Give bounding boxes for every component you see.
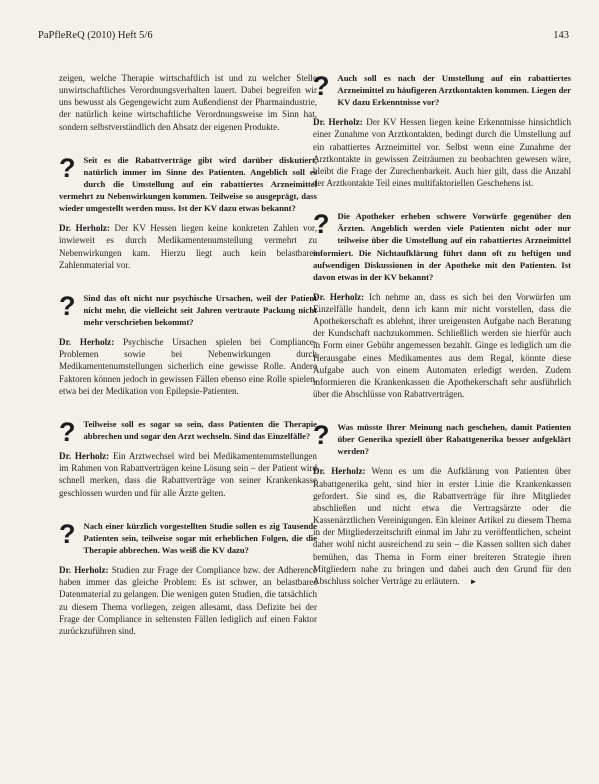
answer-paragraph <box>59 450 317 499</box>
qa-block <box>313 421 571 588</box>
left-column <box>59 72 317 658</box>
question-mark-icon: ? <box>59 518 76 549</box>
qa-block <box>59 292 317 397</box>
speaker-label: Dr. Herholz: <box>313 291 365 302</box>
right-column <box>313 72 571 609</box>
question-text: Teilweise soll es sogar so sein, dass Patienten die Therapie abbrechen und sogar den Arzt wechseln. Sind das Einzelfälle? <box>83 418 317 442</box>
speaker-label: Dr. Herholz: <box>313 466 366 477</box>
answer-paragraph <box>313 291 571 400</box>
qa-block <box>59 418 317 499</box>
speaker-label: Dr. Herholz: <box>59 223 110 234</box>
page-header <box>38 30 569 46</box>
answer-text: Studien zur Frage der Compliance bzw. der Adherence haben immer das gleiche Problem: Es ist schwer, an belastbares Datenmaterial zu gelangen. Die wenigen guten Studien, die tatsächlich zu diesem Thema vorliegen, zeigen allesamt, dass Defizite bei der Frage der Compliance in seltensten Fällen lediglich auf einen Faktor zurückzuführen sind. <box>59 565 317 636</box>
speaker-label: Dr. Herholz: <box>59 451 110 462</box>
qa-block <box>313 72 571 189</box>
question-mark-icon: ? <box>313 71 330 101</box>
question-mark-icon: ? <box>59 290 76 321</box>
answer-paragraph <box>59 222 317 271</box>
answer-text: Wenn es um die Aufklärung von Patienten über Rabattgenerika geht, sind hier in erster Linie die Krankenkassen gefordert. Sie sind es, die Rabattverträge für ihre Mitglieder abschließen und nicht etwa die Vertragsärzte oder die Kassenärztlichen Vereinigungen. Ein kleiner Artikel zu diesem Thema in der Mitgliederzeitschrift einmal im Jahr zu veröffentlichen, scheint daher wohl nicht ausreichend zu sein – die Kassen sollten sich daher bemühen, das Thema in Form einer breiteren Strategie ihren Mitgliedern nahe zu bringen und dabei auch den Grund für den Abschluss solcher Verträge zu erläutern. <box>313 466 571 586</box>
question-text: Seit es die Rabattverträge gibt wird darüber diskutiert, natürlich immer im Sinne des Patienten. Angeblich soll es durch die Umstellung auf ein rabattiertes Arzneimittel vermehrt zu Nebenwirkungen kommen. Teilweise so ausgeprägt, dass wieder umgestellt werden muss. Ist der KV dazu etwas bekannt? <box>59 154 317 214</box>
speaker-label: Dr. Herholz: <box>59 565 109 576</box>
question-mark-icon: ? <box>313 209 330 240</box>
continue-arrow-icon: ► <box>469 576 478 586</box>
question <box>59 154 317 214</box>
speaker-label: Dr. Herholz: <box>59 337 115 348</box>
answer-text: Ein Arztwechsel wird bei Medikamentenumstellungen im Rahmen von Rabattverträgen keine Lösung sein – der Patient wird schnell merken, dass die Rabattverträge von seiner Krankenkasse geschlossen wurden und für alle Ärzte gelten. <box>59 451 317 498</box>
question <box>313 421 571 457</box>
qa-block <box>59 154 317 271</box>
answer-text: Ich nehme an, dass es sich bei den Vorwürfen um Einzelfälle handelt, denn ich kann mir nicht vorstellen, dass die Apothekerschaft es ablehnt, ihrer ureigensten Aufgabe nach Beratung der Kundschaft nachzukommen. Schließlich werden sie hierfür auch in Form einer Gebühr angemessen bezahlt. Ginge es lediglich um die Herausgabe eines Medikamentes aus dem Regal, könnte diese Aufgabe auch von einem Automaten erledigt werden. Zudem informieren die Krankenkassen die Apothekerschaft sehr ausführlich über die Abschlüsse von Rabattverträgen. <box>313 291 571 400</box>
journal-reference: PaPfleReQ (2010) Heft 5/6 <box>38 30 153 41</box>
question <box>313 210 571 283</box>
answer-text: Psychische Ursachen spielen bei Compliance-Problemen sowie bei Nebenwirkungen durch Medikamentenumstellungen sicherlich eine gewisse Rolle. Andere Faktoren können jedoch in gewissen Fällen ebenso eine Rolle spielen, etwa bei der Medikation von Epilepsie-Patienten. <box>59 337 317 396</box>
answer-paragraph <box>59 564 317 637</box>
question-text: Auch soll es nach der Umstellung auf ein rabattiertes Arzneimittel zu häufigeren Arztkontakten kommen. Liegen der KV dazu Erkenntnisse vor? <box>337 73 571 108</box>
qa-block <box>59 520 317 637</box>
speaker-label: Dr. Herholz: <box>313 117 363 128</box>
page-number: 143 <box>553 30 569 41</box>
question <box>59 520 317 556</box>
question <box>59 416 317 447</box>
answer-text: Der KV Hessen liegen keine konkreten Zahlen vor, inwieweit es durch Medikamentenumstellung vermehrt zu Nebenwirkungen kam. Hierzu liegt auch kein belastbares Zahlenmaterial vor. <box>59 223 317 270</box>
question-text: Was müsste Ihrer Meinung nach geschehen, damit Patienten über Generika speziell über Rabattgenerika besser aufgeklärt werden? <box>337 422 571 457</box>
answer-paragraph <box>313 465 571 588</box>
question-text: Sind das oft nicht nur psychische Ursachen, weil der Patient nicht mehr, die vielleicht seit Jahren vertraute Packung nicht mehr verschrieben bekommt? <box>83 292 317 328</box>
question <box>59 292 317 328</box>
question-mark-icon: ? <box>313 420 330 451</box>
question-mark-icon: ? <box>59 416 76 447</box>
question-mark-icon: ? <box>59 152 76 183</box>
answer-paragraph <box>313 116 571 189</box>
question-text: Nach einer kürzlich vorgestellten Studie sollen es zig Tausende Patienten sein, teilweise sogar mit erheblichen Folgen, die die Therapie abbrechen. Was weiß die KV dazu? <box>83 520 317 555</box>
question-text: Die Apotheker erheben schwere Vorwürfe gegenüber den Ärzten. Angeblich werden viele Patienten nicht oder nur teilweise über die Umstellung auf ein rabattiertes Arzneimittel informiert. Die Nichtaufklärung führt dann oft zu heftigen und aufwendigen Diskussionen in der Apotheke mit den Patienten. Ist davon etwas in der KV bekannt? <box>313 211 571 282</box>
qa-block <box>313 210 571 400</box>
answer-text: Der KV Hessen liegen keine Erkenntnisse hinsichtlich einer Zunahme von Arztkontakten, bedingt durch die Umstellung auf ein rabattiertes Arzneimittel vor. Selbst wenn eine Zunahme der Arztkontakte in gewissen Zeiträumen zu beobachten gewesen wäre, bleibt die Frage der Zurechenbarkeit. Auch hier gilt, dass die Anzahl der Arztkontakte Teil eines multifaktoriellen Geschehens ist. <box>313 117 571 189</box>
question <box>313 72 571 108</box>
answer-paragraph <box>59 336 317 397</box>
intro-paragraph: zeigen, welche Therapie wirtschaftlich ist und zu welcher Stelle unwirtschaftliches Verordnungsverhalten lauert. Dabei begreifen wir uns bewusst als Gegengewicht zum Außendienst der Pharmaindustrie, der natürlich keine wirtschaftliche Verordnungsweise im Sinn hat, sondern selbstverständlich den Absatz der eigenen Produkte. <box>59 73 317 132</box>
